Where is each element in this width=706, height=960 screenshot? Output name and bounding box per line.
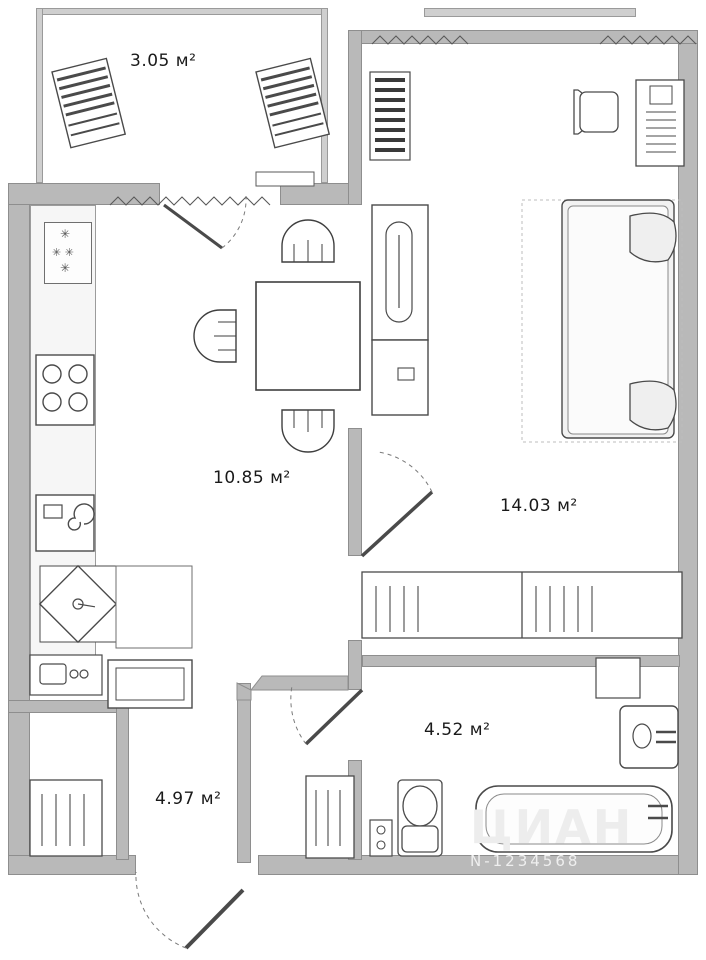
room-label-hall: 4.97 м²	[155, 789, 222, 809]
svg-text:✳: ✳	[60, 227, 71, 241]
watermark-brand: ЦИАН	[470, 800, 634, 854]
room-label-kitchen-living: 10.85 м²	[213, 468, 291, 488]
svg-text:✳: ✳	[60, 261, 71, 275]
watermark-id: N-1234568	[470, 852, 581, 870]
svg-text:✳ ✳: ✳ ✳	[52, 246, 74, 259]
room-label-bedroom: 14.03 м²	[500, 496, 578, 516]
room-label-balcony: 3.05 м²	[130, 51, 197, 71]
room-label-bathroom: 4.52 м²	[424, 720, 491, 740]
